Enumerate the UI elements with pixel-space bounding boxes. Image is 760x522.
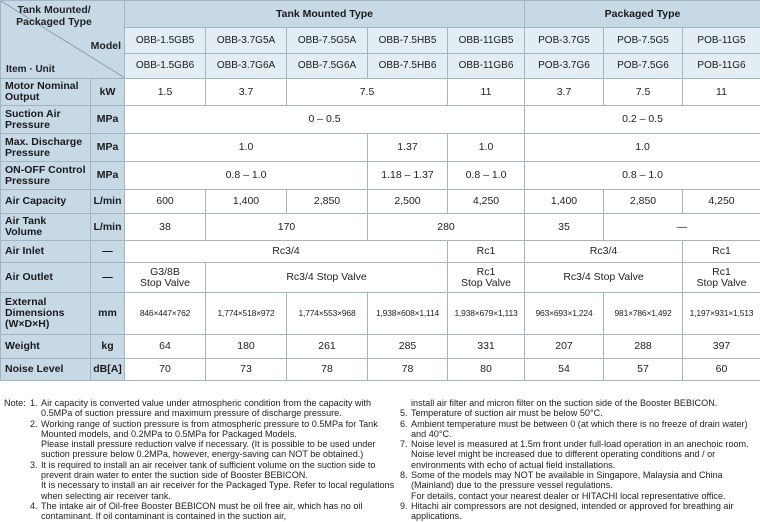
cell-value: 78 <box>368 359 448 381</box>
cell-value: 78 <box>287 359 368 381</box>
cell-value: 1.0 <box>125 134 368 162</box>
cell-value: 180 <box>206 335 287 359</box>
row-label: Air Outlet <box>1 263 91 293</box>
row-label: Max. Discharge Pressure <box>1 134 91 162</box>
note-number: 8. <box>400 470 408 480</box>
cell-value: Rc3/4 <box>525 241 683 263</box>
notes-heading: Note: <box>4 398 26 408</box>
row-unit: — <box>91 263 125 293</box>
cell-value: 80 <box>448 359 525 381</box>
note-text: Temperature of suction air must be below 50°C. <box>411 408 758 418</box>
note-text: Noise level is measured at 1.5m front under full-load operation in an anechoic room. Noise level might be increased due to different operating conditions and / or environments with echo of actual field installations. <box>411 439 758 470</box>
row-label: Suction Air Pressure <box>1 106 91 134</box>
cell-value: 280 <box>368 214 525 241</box>
note-number: 4. <box>30 501 38 511</box>
note-item <box>400 419 758 440</box>
row-label: Air Capacity <box>1 190 91 214</box>
model-top: OBB-7.5G5A <box>287 28 368 53</box>
cell-value: 2,500 <box>368 190 448 214</box>
row-unit: L/min <box>91 190 125 214</box>
note-number: 2. <box>30 419 38 429</box>
cell-value: 1.18 – 1.37 <box>368 162 448 190</box>
cell-value: 1,938×679×1,113 <box>448 293 525 335</box>
cell-value: 288 <box>604 335 683 359</box>
note-item <box>30 398 396 419</box>
cell-value: 73 <box>206 359 287 381</box>
model-label: Model <box>91 41 121 52</box>
note-continuation <box>400 398 758 408</box>
row-label: Noise Level <box>1 359 91 381</box>
cell-value: 4,250 <box>448 190 525 214</box>
row-unit: MPa <box>91 106 125 134</box>
cell-value: 0.2 – 0.5 <box>525 106 760 134</box>
header-corner <box>1 1 125 79</box>
cell-value: 1,938×608×1,114 <box>368 293 448 335</box>
row-onoff-pressure <box>1 162 760 190</box>
row-air-inlet <box>1 241 760 263</box>
note-number: 3. <box>30 460 38 470</box>
cell-value: 1,400 <box>525 190 604 214</box>
row-air-outlet <box>1 263 760 293</box>
note-text: It is required to install an air receiver tank of sufficient volume on the suction side to prevent drain water to enter the suction side of Booster BEBICON. It is necessary to install an air receiver for the Packaged Type. Refer to local regulations when selecting air receiver tank. <box>41 460 396 501</box>
model-top: POB-11G5 <box>683 28 760 53</box>
cell-value: 60 <box>683 359 760 381</box>
row-unit: MPa <box>91 134 125 162</box>
cell-value: 981×786×1,492 <box>604 293 683 335</box>
note-text: Air capacity is converted value under atmospheric condition from the capacity with 0.5MPa of suction pressure and maximum pressure of discharge pressure. <box>41 398 396 419</box>
cell-value: Rc1 Stop Valve <box>683 263 760 293</box>
cell-value: 1.0 <box>525 134 760 162</box>
row-motor-output <box>1 79 760 106</box>
cell-value: — <box>604 214 760 241</box>
cell-value: Rc3/4 Stop Valve <box>525 263 683 293</box>
cell-value: 0 – 0.5 <box>125 106 525 134</box>
cell-value: 7.5 <box>604 79 683 106</box>
model-bottom: POB-3.7G6 <box>525 53 604 78</box>
note-item <box>30 501 396 522</box>
note-item <box>400 439 758 470</box>
row-label: ON-OFF Control Pressure <box>1 162 91 190</box>
note-text: install air filter and micron filter on the suction side of the Booster BEBICON. <box>411 398 758 408</box>
cell-value: Rc1 <box>683 241 760 263</box>
cell-value: 1.37 <box>368 134 448 162</box>
cell-value: 38 <box>125 214 206 241</box>
cell-value: 35 <box>525 214 604 241</box>
cell-value: 11 <box>448 79 525 106</box>
row-label: Motor Nominal Output <box>1 79 91 106</box>
row-label: Weight <box>1 335 91 359</box>
model-bottom: OBB-3.7G6A <box>206 53 287 78</box>
cell-value: 1,400 <box>206 190 287 214</box>
note-item <box>30 460 396 501</box>
note-text: Working range of suction pressure is from atmospheric pressure to 0.5MPa for Tank Mounted models, and 0.2MPa to 0.5MPa for Packaged Models. Please install pressure reduction valve if necessary. (It is possible to be used under suction pressure below 0.2MPa, however, energy-saving can NOT be obtained.) <box>41 419 396 460</box>
row-unit: kW <box>91 79 125 106</box>
row-noise <box>1 359 760 381</box>
notes-left-column <box>4 398 396 522</box>
corner-title: Tank Mounted/ Packaged Type <box>4 4 104 28</box>
cell-value: 207 <box>525 335 604 359</box>
row-label: Air Tank Volume <box>1 214 91 241</box>
cell-value: Rc1 Stop Valve <box>448 263 525 293</box>
cell-value: 846×447×762 <box>125 293 206 335</box>
cell-value: 600 <box>125 190 206 214</box>
model-top: OBB-11GB5 <box>448 28 525 53</box>
note-number: 1. <box>30 398 38 408</box>
note-item <box>400 470 758 501</box>
model-bottom: POB-7.5G6 <box>604 53 683 78</box>
row-dimensions <box>1 293 760 335</box>
cell-value: 285 <box>368 335 448 359</box>
cell-value: 1,774×518×972 <box>206 293 287 335</box>
cell-value: 0.8 – 1.0 <box>125 162 368 190</box>
cell-value: 963×693×1,224 <box>525 293 604 335</box>
note-text: Some of the models may NOT be available in Singapore, Malaysia and China (Mainland) due to the pressure vessel regulations. For details, contact your nearest dealer or HITACHI local representative office. <box>411 470 758 501</box>
cell-value: 3.7 <box>525 79 604 106</box>
cell-value: 70 <box>125 359 206 381</box>
group-packaged: Packaged Type <box>525 1 760 28</box>
row-tank-volume <box>1 214 760 241</box>
row-unit: MPa <box>91 162 125 190</box>
cell-value: 1,197×931×1,513 <box>683 293 760 335</box>
cell-value: 0.8 – 1.0 <box>525 162 760 190</box>
cell-value: 4,250 <box>683 190 760 214</box>
cell-value: 57 <box>604 359 683 381</box>
row-unit: dB[A] <box>91 359 125 381</box>
note-number: 7. <box>400 439 408 449</box>
note-text: Hitachi air compressors are not designed, intended or approved for breathing air applications. <box>411 501 758 522</box>
cell-value: Rc1 <box>448 241 525 263</box>
model-bottom: POB-11G6 <box>683 53 760 78</box>
cell-value: 64 <box>125 335 206 359</box>
model-top: OBB-3.7G5A <box>206 28 287 53</box>
cell-value: Rc3/4 <box>125 241 448 263</box>
cell-value: 1,774×553×968 <box>287 293 368 335</box>
row-label: External Dimensions (W×D×H) <box>1 293 91 335</box>
model-top: POB-7.5G5 <box>604 28 683 53</box>
note-number: 5. <box>400 408 408 418</box>
cell-value: 7.5 <box>287 79 448 106</box>
cell-value: 1.5 <box>125 79 206 106</box>
cell-value: 54 <box>525 359 604 381</box>
group-tank-mounted: Tank Mounted Type <box>125 1 525 28</box>
cell-value: 2,850 <box>604 190 683 214</box>
note-text: Ambient temperature must be between 0 (at which there is no freeze of drain water) and 40°C. <box>411 419 758 440</box>
cell-value: 397 <box>683 335 760 359</box>
model-bottom: OBB-1.5GB6 <box>125 53 206 78</box>
note-text: The intake air of Oil-free Booster BEBICON must be oil free air, which has no oil contaminant. If oil contaminant is contained in the suction air, <box>41 501 396 522</box>
row-air-capacity <box>1 190 760 214</box>
model-bottom: OBB-7.5HB6 <box>368 53 448 78</box>
cell-value: Rc3/4 Stop Valve <box>206 263 448 293</box>
cell-value: 3.7 <box>206 79 287 106</box>
cell-value: 0.8 – 1.0 <box>448 162 525 190</box>
model-bottom: OBB-7.5G6A <box>287 53 368 78</box>
cell-value: 2,850 <box>287 190 368 214</box>
row-suction-pressure <box>1 106 760 134</box>
note-item <box>400 501 758 522</box>
cell-value: 11 <box>683 79 760 106</box>
row-unit: mm <box>91 293 125 335</box>
row-unit: L/min <box>91 214 125 241</box>
model-top: OBB-1.5GB5 <box>125 28 206 53</box>
model-bottom: OBB-11GB6 <box>448 53 525 78</box>
note-number: 6. <box>400 419 408 429</box>
cell-value: G3/8B Stop Valve <box>125 263 206 293</box>
cell-value: 1.0 <box>448 134 525 162</box>
model-top: OBB-7.5HB5 <box>368 28 448 53</box>
model-top: POB-3.7G5 <box>525 28 604 53</box>
note-item <box>30 419 396 460</box>
row-max-discharge <box>1 134 760 162</box>
row-label: Air Inlet <box>1 241 91 263</box>
cell-value: 261 <box>287 335 368 359</box>
item-unit-label: Item · Unit <box>6 64 55 75</box>
row-weight <box>1 335 760 359</box>
notes-right-column <box>400 398 758 522</box>
cell-value: 170 <box>206 214 368 241</box>
note-number: 9. <box>400 501 408 511</box>
note-item <box>400 408 758 418</box>
row-unit: kg <box>91 335 125 359</box>
row-unit: — <box>91 241 125 263</box>
cell-value: 331 <box>448 335 525 359</box>
